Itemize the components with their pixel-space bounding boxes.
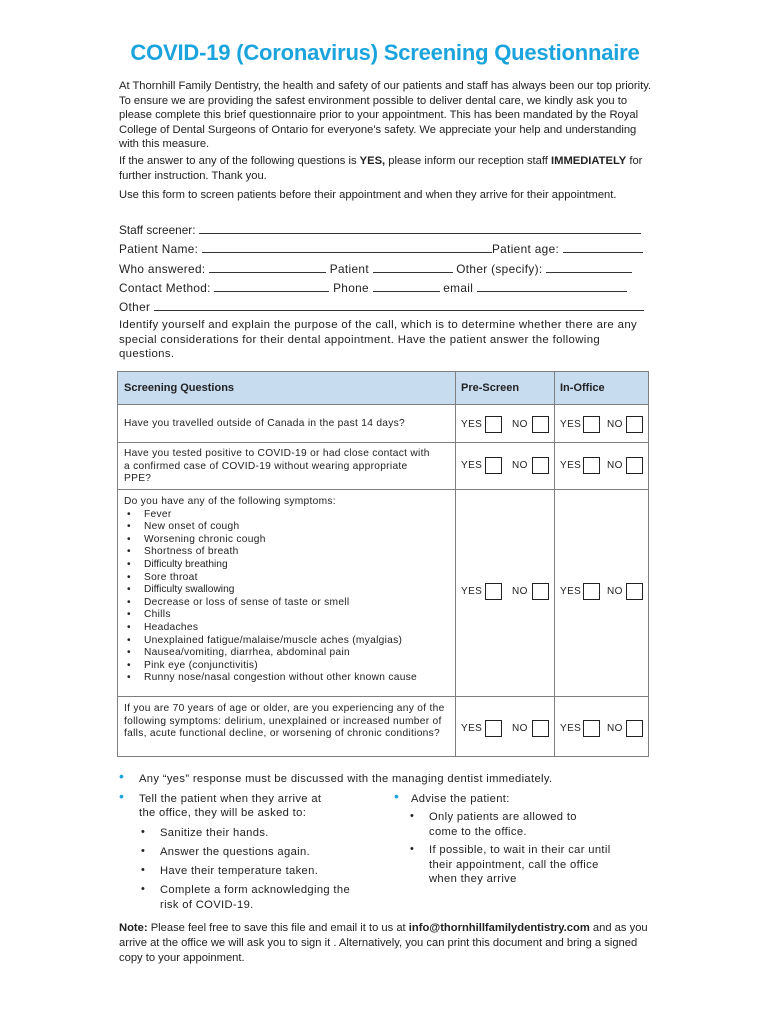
in-office-no-checkbox[interactable] [626,457,643,474]
list-item: • Difficulty breathing [124,559,449,572]
bullet-icon: • [410,843,414,855]
list-item: • New onset of cough [124,521,449,534]
footer-note [119,921,654,966]
instruction-immediately: IMMEDIATELY [551,155,627,167]
screening-table [117,371,649,757]
instruction-text-3: for further instruction. Thank you. [119,155,643,182]
list-item: • Sore throat [124,572,449,585]
pre-screen-yes-label: YES [461,586,483,597]
pre-screen-no-label: NO [512,723,528,734]
header-screening-questions: Screening Questions [124,382,235,394]
identify-paragraph: Identify yourself and explain the purpose of the call, which is to determine whether there are any special considerations for their dental appointment. Have the patient answer the following questions. [119,319,638,360]
row-divider [118,489,648,490]
bullet-icon: • [394,788,399,804]
header-pre-screen: Pre-Screen [461,382,520,394]
list-item: Answer the questions again. [160,846,311,858]
phone-line[interactable] [373,280,440,292]
list-item: • Headaches [124,622,449,635]
note-label: Note: [119,922,148,934]
use-form-paragraph: Use this form to screen patients before their appointment and when they arrive for their appointment. [119,189,617,201]
pre-screen-no-checkbox[interactable] [532,416,549,433]
list-item: • Nausea/vomiting, diarrhea, abdominal pain [124,647,449,660]
pre-screen-yes-label: YES [461,723,483,734]
who-answered-label: Who answered: [119,262,206,276]
question-age-70: If you are 70 years of age or older, are you experiencing any of the following symptoms: delirium, unexplained or increased number of falls, acute functional decline, or worsening of chronic conditions? [124,703,445,740]
patient-age-label: Patient age: [491,242,560,256]
advise-patient-heading: Advise the patient: [411,793,510,805]
list-item: • Unexplained fatigue/malaise/muscle aches (myalgias) [124,635,449,648]
phone-label: Phone [333,281,369,295]
instruction-text-1: If the answer to any of the following questions is [119,155,360,167]
pre-screen-no-label: NO [512,460,528,471]
list-item: • Fever [124,509,449,522]
in-office-yes-checkbox[interactable] [583,416,600,433]
list-item: Sanitize their hands. [160,827,269,839]
in-office-no-label: NO [607,419,623,430]
pre-screen-no-label: NO [512,586,528,597]
in-office-no-label: NO [607,460,623,471]
email-label: email [443,281,474,295]
pre-screen-no-checkbox[interactable] [532,457,549,474]
bullet-icon: • [141,845,145,857]
in-office-yes-checkbox[interactable] [583,583,600,600]
patient-option-label: Patient [329,262,369,276]
note-email-link[interactable]: info@thornhillfamilydentistry.com [408,922,590,934]
pre-screen-no-checkbox[interactable] [532,583,549,600]
question-travel: Have you travelled outside of Canada in the past 14 days? [124,418,406,429]
patient-age-line[interactable] [563,241,643,253]
in-office-no-label: NO [607,723,623,734]
in-office-no-label: NO [607,586,623,597]
note-text-1: Please feel free to save this file and email it to us at [147,922,409,934]
in-office-yes-label: YES [560,460,582,471]
in-office-yes-checkbox[interactable] [583,457,600,474]
list-item: Complete a form acknowledging the risk of COVID-19. [160,884,351,911]
row-divider [118,696,648,697]
contact-method-field[interactable] [119,280,647,298]
staff-screener-line[interactable] [199,222,641,234]
pre-screen-yes-label: YES [461,419,483,430]
staff-screener-field[interactable] [119,222,647,240]
pre-screen-no-label: NO [512,419,528,430]
instruction-paragraph [119,154,654,183]
instruction-text-2: please inform our reception staff [385,155,552,167]
who-answered-line[interactable] [209,261,326,273]
list-item: • Difficulty swallowing [124,584,449,597]
row-divider [118,404,648,405]
pre-screen-yes-checkbox[interactable] [485,416,502,433]
who-answered-field[interactable] [119,261,647,279]
patient-option-line[interactable] [373,261,453,273]
page-title: COVID-19 (Coronavirus) Screening Questionnaire [130,40,640,65]
list-item: • Chills [124,609,449,622]
list-item: Have their temperature taken. [160,865,319,877]
in-office-no-checkbox[interactable] [626,416,643,433]
contact-method-line[interactable] [214,280,329,292]
in-office-no-checkbox[interactable] [626,720,643,737]
in-office-no-checkbox[interactable] [626,583,643,600]
intro-paragraph: At Thornhill Family Dentistry, the health and safety of our patients and staff has always been our top priority. To ensure we are providing the safest environment possible to deliver dental care, we kindly ask you to please complete this brief questionnaire prior to your appointment. This has been mandated by the Royal College of Dental Surgeons of Ontario for everyone's safety. We appreciate your help and understanding with this measure. [119,80,652,150]
bullet-icon: • [119,768,124,784]
instruction-yes: YES, [359,155,386,167]
other-specify-label: Other (specify): [456,262,543,276]
staff-screener-label: Staff screener: [119,223,196,237]
pre-screen-yes-checkbox[interactable] [485,720,502,737]
bullet-icon: • [141,883,145,895]
other-line[interactable] [154,299,644,311]
patient-name-label: Patient Name: [119,242,199,256]
table-header-row [118,372,648,404]
pre-screen-yes-checkbox[interactable] [485,457,502,474]
column-divider [455,372,456,756]
bullet-icon: • [119,788,124,804]
in-office-yes-checkbox[interactable] [583,720,600,737]
bullet-icon: • [141,826,145,838]
yes-response-note: Any “yes” response must be discussed with the managing dentist immediately. [139,773,553,785]
bullet-icon: • [141,864,145,876]
list-item: • Worsening chronic cough [124,534,449,547]
other-field[interactable] [119,299,647,317]
in-office-yes-label: YES [560,419,582,430]
patient-name-line[interactable] [202,241,492,253]
list-item: • Pink eye (conjunctivitis) [124,660,449,673]
pre-screen-no-checkbox[interactable] [532,720,549,737]
in-office-yes-label: YES [560,586,582,597]
tell-patient-line-2: the office, they will be asked to: [139,807,307,819]
list-item: Only patients are allowed to come to the office. [429,811,577,838]
pre-screen-yes-checkbox[interactable] [485,583,502,600]
other-label: Other [119,300,151,314]
list-item: • Runny nose/nasal congestion without other known cause [124,672,449,685]
question-symptoms [124,496,449,685]
symptoms-intro: Do you have any of the following symptoms: [124,496,336,507]
bullet-icon: • [410,810,414,822]
symptom-list [124,509,449,685]
email-line[interactable] [477,280,627,292]
list-item: • Decrease or loss of sense of taste or smell [124,597,449,610]
question-tested-positive: Have you tested positive to COVID-19 or had close contact with a confirmed case of COVID-19 without wearing appropriate PPE? [124,448,430,485]
header-in-office: In-Office [560,382,605,394]
row-divider [118,442,648,443]
patient-name-field[interactable] [119,241,647,259]
list-item: • Shortness of breath [124,546,449,559]
tell-patient-line-1: Tell the patient when they arrive at [139,793,322,805]
pre-screen-yes-label: YES [461,460,483,471]
contact-method-label: Contact Method: [119,281,211,295]
note-text-2: and as you arrive at the office we will ask you to sign it . Alternatively, you can print this document and bring a signed copy to your appoinment. [119,922,648,964]
column-divider [554,372,555,756]
other-specify-line[interactable] [546,261,632,273]
list-item: If possible, to wait in their car until their appointment, call the office when they arrive [429,844,611,885]
in-office-yes-label: YES [560,723,582,734]
